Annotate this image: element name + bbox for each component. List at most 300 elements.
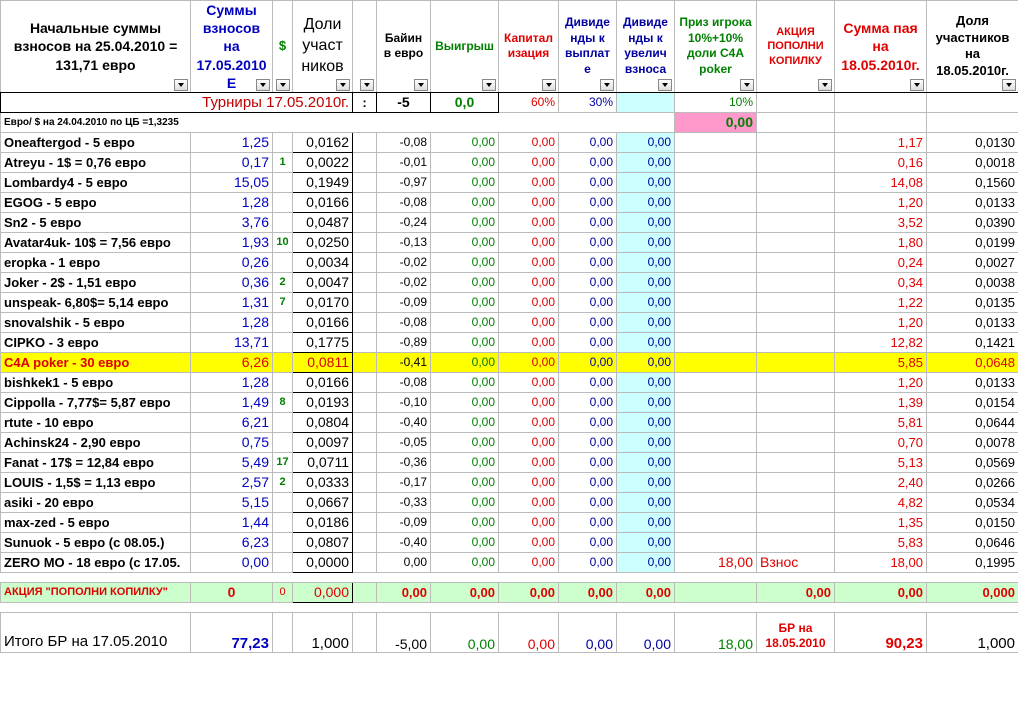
capital-cell[interactable]: 0,00 bbox=[499, 512, 559, 532]
buyin-cell[interactable]: -0,36 bbox=[377, 452, 431, 472]
header-buyin[interactable]: Байин в евро bbox=[377, 1, 431, 93]
win-cell[interactable]: 0,00 bbox=[431, 392, 499, 412]
prize-cell[interactable] bbox=[675, 392, 757, 412]
cell[interactable] bbox=[353, 582, 377, 602]
dividend-increase-cell[interactable]: 0,00 bbox=[617, 432, 675, 452]
total-capital[interactable]: 0,00 bbox=[499, 612, 559, 652]
participant-name[interactable]: bishkek1 - 5 евро bbox=[1, 372, 191, 392]
buyin-cell[interactable]: -0,97 bbox=[377, 172, 431, 192]
participant-name[interactable]: Sn2 - 5 евро bbox=[1, 212, 191, 232]
prize-cell[interactable] bbox=[675, 532, 757, 552]
participant-name[interactable]: Avatar4uk- 10$ = 7,56 евро bbox=[1, 232, 191, 252]
tournament-buyin[interactable]: -5 bbox=[377, 92, 431, 112]
action-cell[interactable] bbox=[757, 412, 835, 432]
share-cell[interactable]: 0,0804 bbox=[293, 412, 353, 432]
prize-cell[interactable] bbox=[675, 412, 757, 432]
prize-cell[interactable] bbox=[675, 432, 757, 452]
usd-cell[interactable]: 1 bbox=[273, 152, 293, 172]
filter-dropdown-icon[interactable] bbox=[542, 79, 556, 91]
sum-cell[interactable]: 0,36 bbox=[191, 272, 273, 292]
new-share-cell[interactable]: 0,0133 bbox=[927, 372, 1018, 392]
buyin-cell[interactable]: 0,00 bbox=[377, 552, 431, 572]
pay-sum-cell[interactable]: 14,08 bbox=[835, 172, 927, 192]
new-share-cell[interactable]: 0,1421 bbox=[927, 332, 1018, 352]
usd-cell[interactable] bbox=[273, 352, 293, 372]
filter-dropdown-icon[interactable] bbox=[414, 79, 428, 91]
cell[interactable] bbox=[617, 92, 675, 112]
win-cell[interactable]: 0,00 bbox=[431, 452, 499, 472]
sum-cell[interactable]: 1,28 bbox=[191, 372, 273, 392]
new-share-cell[interactable]: 0,0078 bbox=[927, 432, 1018, 452]
pay-sum-cell[interactable]: 1,80 bbox=[835, 232, 927, 252]
action-cell[interactable] bbox=[757, 532, 835, 552]
buyin-cell[interactable]: -0,08 bbox=[377, 312, 431, 332]
action-cell[interactable] bbox=[757, 392, 835, 412]
share-cell[interactable]: 0,0333 bbox=[293, 472, 353, 492]
capital-cell[interactable]: 0,00 bbox=[499, 472, 559, 492]
dividend-cell[interactable]: 0,00 bbox=[559, 332, 617, 352]
new-share-cell[interactable]: 0,0130 bbox=[927, 132, 1018, 152]
action-cell[interactable] bbox=[757, 492, 835, 512]
dividend-cell[interactable]: 0,00 bbox=[559, 452, 617, 472]
cell[interactable] bbox=[353, 552, 377, 572]
win-cell[interactable]: 0,00 bbox=[431, 232, 499, 252]
prize-cell[interactable] bbox=[675, 292, 757, 312]
capital-cell[interactable]: 0,00 bbox=[499, 192, 559, 212]
buyin-cell[interactable]: -0,09 bbox=[377, 292, 431, 312]
dividend-increase-cell[interactable]: 0,00 bbox=[617, 372, 675, 392]
share-cell[interactable]: 0,0000 bbox=[293, 552, 353, 572]
total-share[interactable]: 1,000 bbox=[293, 612, 353, 652]
capital-cell[interactable]: 0,00 bbox=[499, 552, 559, 572]
capital-cell[interactable]: 0,00 bbox=[499, 432, 559, 452]
total-new-share[interactable]: 1,000 bbox=[927, 612, 1018, 652]
share-cell[interactable]: 0,0047 bbox=[293, 272, 353, 292]
header-prize[interactable]: Приз игрока 10%+10% доли C4A poker bbox=[675, 1, 757, 93]
action-cell[interactable] bbox=[757, 132, 835, 152]
dividend-increase-cell[interactable]: 0,00 bbox=[617, 172, 675, 192]
new-share-cell[interactable]: 0,0135 bbox=[927, 292, 1018, 312]
capital-cell[interactable]: 0,00 bbox=[499, 412, 559, 432]
prize-cell[interactable] bbox=[675, 152, 757, 172]
dividend-cell[interactable]: 0,00 bbox=[559, 472, 617, 492]
action-cell[interactable] bbox=[757, 372, 835, 392]
usd-cell[interactable] bbox=[273, 252, 293, 272]
header-new-share[interactable]: Доля участников на 18.05.2010г. bbox=[927, 1, 1018, 93]
prize-cell[interactable] bbox=[675, 492, 757, 512]
cell[interactable] bbox=[353, 252, 377, 272]
dividend-cell[interactable]: 0,00 bbox=[559, 552, 617, 572]
header-sums[interactable]: Суммы взносов на 17.05.2010 Е bbox=[191, 1, 273, 93]
pay-sum-cell[interactable]: 1,35 bbox=[835, 512, 927, 532]
buyin-cell[interactable]: -0,40 bbox=[377, 412, 431, 432]
prize-cell[interactable] bbox=[675, 252, 757, 272]
buyin-cell[interactable]: -0,02 bbox=[377, 252, 431, 272]
capital-cell[interactable]: 0,00 bbox=[499, 252, 559, 272]
cell[interactable] bbox=[353, 412, 377, 432]
buyin-cell[interactable]: -0,89 bbox=[377, 332, 431, 352]
dividend-cell[interactable]: 0,00 bbox=[559, 532, 617, 552]
usd-cell[interactable] bbox=[273, 192, 293, 212]
cell[interactable] bbox=[353, 232, 377, 252]
cell[interactable] bbox=[353, 372, 377, 392]
win-cell[interactable]: 0,00 bbox=[431, 352, 499, 372]
sum-cell[interactable]: 2,57 bbox=[191, 472, 273, 492]
capital-cell[interactable]: 0,00 bbox=[499, 212, 559, 232]
cell[interactable] bbox=[353, 272, 377, 292]
prize-cell[interactable] bbox=[675, 232, 757, 252]
action-win[interactable]: 0,00 bbox=[431, 582, 499, 602]
filter-dropdown-icon[interactable] bbox=[910, 79, 924, 91]
capital-cell[interactable]: 0,00 bbox=[499, 492, 559, 512]
action-cell[interactable] bbox=[757, 192, 835, 212]
action-dividend-increase[interactable]: 0,00 bbox=[617, 582, 675, 602]
dividend-increase-cell[interactable]: 0,00 bbox=[617, 192, 675, 212]
action-cell[interactable] bbox=[757, 212, 835, 232]
participant-name[interactable]: ZERO MO - 18 евро (с 17.05. bbox=[1, 552, 191, 572]
dividend-increase-cell[interactable]: 0,00 bbox=[617, 232, 675, 252]
sum-cell[interactable]: 1,31 bbox=[191, 292, 273, 312]
action-pay[interactable]: 0,00 bbox=[835, 582, 927, 602]
header-dividends-increase[interactable]: Дивиде нды к увелич взноса bbox=[617, 1, 675, 93]
pay-sum-cell[interactable]: 1,20 bbox=[835, 312, 927, 332]
action-capital[interactable]: 0,00 bbox=[499, 582, 559, 602]
prize-cell[interactable] bbox=[675, 172, 757, 192]
cell[interactable] bbox=[353, 212, 377, 232]
action-cell[interactable] bbox=[757, 292, 835, 312]
buyin-cell[interactable]: -0,09 bbox=[377, 512, 431, 532]
new-share-cell[interactable]: 0,1995 bbox=[927, 552, 1018, 572]
filter-dropdown-icon[interactable] bbox=[600, 79, 614, 91]
prize-cell[interactable] bbox=[675, 512, 757, 532]
pay-sum-cell[interactable]: 4,82 bbox=[835, 492, 927, 512]
participant-name[interactable]: unspeak- 6,80$= 5,14 евро bbox=[1, 292, 191, 312]
pay-sum-cell[interactable]: 0,34 bbox=[835, 272, 927, 292]
sum-cell[interactable]: 6,21 bbox=[191, 412, 273, 432]
cell[interactable] bbox=[835, 92, 927, 112]
cell[interactable] bbox=[675, 582, 757, 602]
dividend-cell[interactable]: 0,00 bbox=[559, 432, 617, 452]
sum-cell[interactable]: 6,23 bbox=[191, 532, 273, 552]
usd-cell[interactable]: 17 bbox=[273, 452, 293, 472]
pay-sum-cell[interactable]: 0,24 bbox=[835, 252, 927, 272]
share-cell[interactable]: 0,0166 bbox=[293, 312, 353, 332]
buyin-cell[interactable]: -0,41 bbox=[377, 352, 431, 372]
usd-cell[interactable] bbox=[273, 312, 293, 332]
capital-cell[interactable]: 0,00 bbox=[499, 392, 559, 412]
action-dividend[interactable]: 0,00 bbox=[559, 582, 617, 602]
prize-cell[interactable] bbox=[675, 312, 757, 332]
usd-cell[interactable] bbox=[273, 332, 293, 352]
header-usd[interactable]: $ bbox=[273, 1, 293, 93]
prize-cell[interactable]: 18,00 bbox=[675, 552, 757, 572]
buyin-cell[interactable]: -0,17 bbox=[377, 472, 431, 492]
new-share-cell[interactable]: 0,0569 bbox=[927, 452, 1018, 472]
pay-sum-cell[interactable]: 2,40 bbox=[835, 472, 927, 492]
buyin-cell[interactable]: -0,08 bbox=[377, 132, 431, 152]
dividend-cell[interactable]: 0,00 bbox=[559, 512, 617, 532]
action-buyin[interactable]: 0,00 bbox=[377, 582, 431, 602]
capital-cell[interactable]: 0,00 bbox=[499, 312, 559, 332]
new-share-cell[interactable]: 0,0199 bbox=[927, 232, 1018, 252]
total-win[interactable]: 0,00 bbox=[431, 612, 499, 652]
prize-cell[interactable] bbox=[675, 212, 757, 232]
prize-cell[interactable] bbox=[675, 472, 757, 492]
win-cell[interactable]: 0,00 bbox=[431, 152, 499, 172]
sum-cell[interactable]: 1,93 bbox=[191, 232, 273, 252]
capital-cell[interactable]: 0,00 bbox=[499, 152, 559, 172]
win-cell[interactable]: 0,00 bbox=[431, 292, 499, 312]
participant-name[interactable]: C4A poker - 30 евро bbox=[1, 352, 191, 372]
new-share-cell[interactable]: 0,0648 bbox=[927, 352, 1018, 372]
usd-cell[interactable] bbox=[273, 132, 293, 152]
cell[interactable] bbox=[353, 472, 377, 492]
win-cell[interactable]: 0,00 bbox=[431, 332, 499, 352]
participant-name[interactable]: CIPKO - 3 евро bbox=[1, 332, 191, 352]
header-dividends[interactable]: Дивиде нды к выплат е bbox=[559, 1, 617, 93]
buyin-cell[interactable]: -0,40 bbox=[377, 532, 431, 552]
cell[interactable] bbox=[353, 132, 377, 152]
pay-sum-cell[interactable]: 0,70 bbox=[835, 432, 927, 452]
pay-sum-cell[interactable]: 1,39 bbox=[835, 392, 927, 412]
pay-sum-cell[interactable]: 1,20 bbox=[835, 372, 927, 392]
participant-name[interactable]: max-zed - 5 евро bbox=[1, 512, 191, 532]
dividend-cell[interactable]: 0,00 bbox=[559, 152, 617, 172]
usd-cell[interactable]: 2 bbox=[273, 272, 293, 292]
new-share-cell[interactable]: 0,0150 bbox=[927, 512, 1018, 532]
usd-cell[interactable] bbox=[273, 552, 293, 572]
share-cell[interactable]: 0,0170 bbox=[293, 292, 353, 312]
filter-dropdown-icon[interactable] bbox=[276, 79, 290, 91]
usd-cell[interactable] bbox=[273, 412, 293, 432]
participant-name[interactable]: EGOG - 5 евро bbox=[1, 192, 191, 212]
action-share[interactable]: 0,000 bbox=[293, 582, 353, 602]
pay-sum-cell[interactable]: 1,22 bbox=[835, 292, 927, 312]
win-cell[interactable]: 0,00 bbox=[431, 412, 499, 432]
sum-cell[interactable]: 5,15 bbox=[191, 492, 273, 512]
win-cell[interactable]: 0,00 bbox=[431, 512, 499, 532]
new-share-cell[interactable]: 0,0646 bbox=[927, 532, 1018, 552]
filter-dropdown-icon[interactable] bbox=[658, 79, 672, 91]
action-cell[interactable] bbox=[757, 172, 835, 192]
pay-sum-cell[interactable]: 5,85 bbox=[835, 352, 927, 372]
prize-cell[interactable] bbox=[675, 452, 757, 472]
capital-cell[interactable]: 0,00 bbox=[499, 272, 559, 292]
total-pay[interactable]: 90,23 bbox=[835, 612, 927, 652]
participant-name[interactable]: Joker - 2$ - 1,51 евро bbox=[1, 272, 191, 292]
new-share-cell[interactable]: 0,0133 bbox=[927, 192, 1018, 212]
action-usd[interactable]: 0 bbox=[273, 582, 293, 602]
prize-cell[interactable] bbox=[675, 192, 757, 212]
header-empty[interactable] bbox=[353, 1, 377, 93]
cell[interactable] bbox=[353, 332, 377, 352]
dividend-increase-cell[interactable]: 0,00 bbox=[617, 292, 675, 312]
cell[interactable] bbox=[757, 92, 835, 112]
win-cell[interactable]: 0,00 bbox=[431, 212, 499, 232]
action-cell[interactable]: Взнос bbox=[757, 552, 835, 572]
dividend-increase-cell[interactable]: 0,00 bbox=[617, 512, 675, 532]
share-cell[interactable]: 0,0034 bbox=[293, 252, 353, 272]
cell[interactable] bbox=[273, 612, 293, 652]
participant-name[interactable]: Cippolla - 7,77$= 5,87 евро bbox=[1, 392, 191, 412]
sum-cell[interactable]: 1,49 bbox=[191, 392, 273, 412]
cell[interactable] bbox=[353, 392, 377, 412]
share-cell[interactable]: 0,0097 bbox=[293, 432, 353, 452]
total-prize[interactable]: 18,00 bbox=[675, 612, 757, 652]
share-cell[interactable]: 0,0667 bbox=[293, 492, 353, 512]
header-initial-sums[interactable]: Начальные суммы взносов на 25.04.2010 = 131,71 евро bbox=[1, 1, 191, 93]
sum-cell[interactable]: 1,28 bbox=[191, 192, 273, 212]
cell[interactable] bbox=[353, 512, 377, 532]
buyin-cell[interactable]: -0,08 bbox=[377, 192, 431, 212]
sum-cell[interactable]: 5,49 bbox=[191, 452, 273, 472]
win-cell[interactable]: 0,00 bbox=[431, 492, 499, 512]
win-cell[interactable]: 0,00 bbox=[431, 252, 499, 272]
dividend-increase-cell[interactable]: 0,00 bbox=[617, 472, 675, 492]
action-cell[interactable] bbox=[757, 272, 835, 292]
dividend-increase-cell[interactable]: 0,00 bbox=[617, 532, 675, 552]
buyin-cell[interactable]: -0,10 bbox=[377, 392, 431, 412]
dividend-cell[interactable]: 0,00 bbox=[559, 272, 617, 292]
prize-percent[interactable]: 10% bbox=[675, 92, 757, 112]
buyin-cell[interactable]: -0,13 bbox=[377, 232, 431, 252]
cell[interactable] bbox=[353, 172, 377, 192]
dividend-cell[interactable]: 0,00 bbox=[559, 292, 617, 312]
pay-sum-cell[interactable]: 1,17 bbox=[835, 132, 927, 152]
usd-cell[interactable]: 8 bbox=[273, 392, 293, 412]
share-cell[interactable]: 0,0162 bbox=[293, 132, 353, 152]
cell[interactable] bbox=[835, 112, 927, 132]
filter-dropdown-icon[interactable] bbox=[482, 79, 496, 91]
new-share-cell[interactable]: 0,0027 bbox=[927, 252, 1018, 272]
capital-percent[interactable]: 60% bbox=[499, 92, 559, 112]
usd-cell[interactable] bbox=[273, 172, 293, 192]
capital-cell[interactable]: 0,00 bbox=[499, 532, 559, 552]
participant-name[interactable]: rtute - 10 евро bbox=[1, 412, 191, 432]
usd-cell[interactable]: 10 bbox=[273, 232, 293, 252]
new-share-cell[interactable]: 0,0133 bbox=[927, 312, 1018, 332]
tournament-win[interactable]: 0,0 bbox=[431, 92, 499, 112]
action-cell[interactable] bbox=[757, 332, 835, 352]
filter-dropdown-icon[interactable] bbox=[818, 79, 832, 91]
dividend-cell[interactable]: 0,00 bbox=[559, 192, 617, 212]
total-dividend[interactable]: 0,00 bbox=[559, 612, 617, 652]
share-cell[interactable]: 0,1775 bbox=[293, 332, 353, 352]
dividend-cell[interactable]: 0,00 bbox=[559, 172, 617, 192]
new-share-cell[interactable]: 0,0266 bbox=[927, 472, 1018, 492]
usd-cell[interactable] bbox=[273, 372, 293, 392]
share-cell[interactable]: 0,0193 bbox=[293, 392, 353, 412]
usd-cell[interactable] bbox=[273, 512, 293, 532]
buyin-cell[interactable]: -0,02 bbox=[377, 272, 431, 292]
capital-cell[interactable]: 0,00 bbox=[499, 332, 559, 352]
dividend-cell[interactable]: 0,00 bbox=[559, 252, 617, 272]
win-cell[interactable]: 0,00 bbox=[431, 372, 499, 392]
usd-cell[interactable]: 7 bbox=[273, 292, 293, 312]
sum-cell[interactable]: 0,00 bbox=[191, 552, 273, 572]
new-share-cell[interactable]: 0,0038 bbox=[927, 272, 1018, 292]
pay-sum-cell[interactable]: 5,13 bbox=[835, 452, 927, 472]
win-cell[interactable]: 0,00 bbox=[431, 472, 499, 492]
cell[interactable] bbox=[353, 532, 377, 552]
prize-cell[interactable] bbox=[675, 332, 757, 352]
action-cell[interactable] bbox=[757, 432, 835, 452]
dividend-increase-cell[interactable]: 0,00 bbox=[617, 212, 675, 232]
filter-dropdown-icon[interactable] bbox=[740, 79, 754, 91]
capital-cell[interactable]: 0,00 bbox=[499, 132, 559, 152]
share-cell[interactable]: 0,1949 bbox=[293, 172, 353, 192]
buyin-cell[interactable]: -0,05 bbox=[377, 432, 431, 452]
action-label[interactable]: АКЦИЯ "ПОПОЛНИ КОПИЛКУ" bbox=[1, 582, 191, 602]
buyin-cell[interactable]: -0,33 bbox=[377, 492, 431, 512]
filter-dropdown-icon[interactable] bbox=[174, 79, 188, 91]
dividend-cell[interactable]: 0,00 bbox=[559, 412, 617, 432]
action-cell[interactable] bbox=[757, 452, 835, 472]
sum-cell[interactable]: 6,26 bbox=[191, 352, 273, 372]
participant-name[interactable]: Sunuok - 5 евро (с 08.05.) bbox=[1, 532, 191, 552]
new-share-cell[interactable]: 0,0154 bbox=[927, 392, 1018, 412]
participant-name[interactable]: Achinsk24 - 2,90 евро bbox=[1, 432, 191, 452]
dividend-increase-cell[interactable]: 0,00 bbox=[617, 392, 675, 412]
pay-sum-cell[interactable]: 12,82 bbox=[835, 332, 927, 352]
action-cell[interactable] bbox=[757, 352, 835, 372]
prize-cell[interactable] bbox=[675, 132, 757, 152]
dividend-increase-cell[interactable]: 0,00 bbox=[617, 312, 675, 332]
prize-cell[interactable] bbox=[675, 272, 757, 292]
prize-cell[interactable] bbox=[675, 372, 757, 392]
filter-dropdown-icon[interactable] bbox=[1002, 79, 1016, 91]
new-share-cell[interactable]: 0,0644 bbox=[927, 412, 1018, 432]
capital-cell[interactable]: 0,00 bbox=[499, 232, 559, 252]
pay-sum-cell[interactable]: 0,16 bbox=[835, 152, 927, 172]
dividend-percent[interactable]: 30% bbox=[559, 92, 617, 112]
win-cell[interactable]: 0,00 bbox=[431, 312, 499, 332]
cell[interactable] bbox=[353, 152, 377, 172]
dividend-cell[interactable]: 0,00 bbox=[559, 232, 617, 252]
sum-cell[interactable]: 1,44 bbox=[191, 512, 273, 532]
dividend-increase-cell[interactable]: 0,00 bbox=[617, 132, 675, 152]
participant-name[interactable]: LOUIS - 1,5$ = 1,13 евро bbox=[1, 472, 191, 492]
cell[interactable] bbox=[353, 192, 377, 212]
cell[interactable] bbox=[927, 92, 1018, 112]
pay-sum-cell[interactable]: 18,00 bbox=[835, 552, 927, 572]
filter-dropdown-icon[interactable] bbox=[360, 79, 374, 91]
cell[interactable] bbox=[353, 432, 377, 452]
cell[interactable] bbox=[353, 452, 377, 472]
action-cell[interactable] bbox=[757, 312, 835, 332]
share-cell[interactable]: 0,0166 bbox=[293, 372, 353, 392]
cell[interactable] bbox=[353, 612, 377, 652]
total-br-label[interactable]: БР на 18.05.2010 bbox=[757, 612, 835, 652]
dividend-increase-cell[interactable]: 0,00 bbox=[617, 412, 675, 432]
share-cell[interactable]: 0,0811 bbox=[293, 352, 353, 372]
action-sum[interactable]: 0 bbox=[191, 582, 273, 602]
buyin-cell[interactable]: -0,01 bbox=[377, 152, 431, 172]
header-win[interactable]: Выигрыш bbox=[431, 1, 499, 93]
sum-cell[interactable]: 15,05 bbox=[191, 172, 273, 192]
dividend-increase-cell[interactable]: 0,00 bbox=[617, 452, 675, 472]
total-buyin[interactable]: -5,00 bbox=[377, 612, 431, 652]
cell[interactable] bbox=[757, 112, 835, 132]
participant-name[interactable]: eropka - 1 евро bbox=[1, 252, 191, 272]
usd-cell[interactable] bbox=[273, 212, 293, 232]
dividend-increase-cell[interactable]: 0,00 bbox=[617, 492, 675, 512]
participant-name[interactable]: snovalshik - 5 евро bbox=[1, 312, 191, 332]
win-cell[interactable]: 0,00 bbox=[431, 272, 499, 292]
share-cell[interactable]: 0,0022 bbox=[293, 152, 353, 172]
header-capital[interactable]: Капитал изация bbox=[499, 1, 559, 93]
new-share-cell[interactable]: 0,0390 bbox=[927, 212, 1018, 232]
